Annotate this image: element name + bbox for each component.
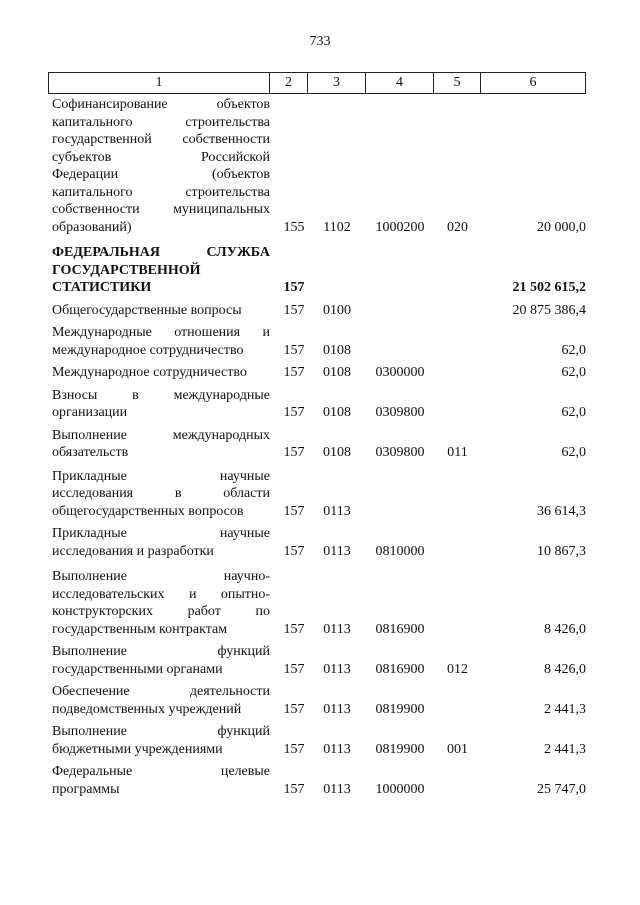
table-row (48, 302, 586, 320)
row-description (48, 364, 270, 382)
column-header-3: 3 (308, 73, 366, 94)
row-description (48, 683, 270, 718)
section-code: 0113 (323, 781, 351, 797)
section-code: 0108 (323, 342, 351, 358)
description-line: Выполнение функций (52, 724, 270, 739)
department-code: 157 (283, 503, 305, 519)
department-code: 157 (283, 741, 305, 757)
row-description (48, 302, 270, 320)
amount: 62,0 (561, 405, 586, 420)
expense-type-code: 011 (447, 445, 468, 460)
amount: 2 441,3 (544, 701, 586, 717)
table-row (48, 723, 586, 758)
target-article-code: 1000200 (375, 219, 425, 235)
table-row (48, 683, 586, 718)
amount: 20 875 386,4 (512, 302, 586, 318)
description-line: Федерации (объектов (52, 167, 270, 182)
table-row (48, 568, 586, 638)
description-line: Взносы в международные (52, 387, 270, 403)
description-line: Выполнение научно- (52, 569, 270, 584)
amount: 8 426,0 (544, 621, 586, 637)
amount: 62,0 (561, 365, 586, 380)
section-code: 0113 (323, 661, 351, 677)
row-description (48, 468, 270, 521)
description-line: общегосударственных вопросов (52, 503, 244, 519)
department-code: 157 (283, 445, 305, 460)
table-row (48, 324, 586, 359)
amount: 36 614,3 (537, 503, 586, 519)
description-line: исследовательских и опытно- (52, 586, 270, 602)
description-line: СТАТИСТИКИ (52, 280, 152, 295)
table-row (48, 244, 586, 297)
row-description (48, 324, 270, 359)
column-header-6: 6 (481, 73, 586, 94)
column-header-2: 2 (270, 73, 308, 94)
department-code: 155 (283, 219, 305, 235)
section-code: 0113 (323, 621, 351, 637)
amount: 62,0 (561, 342, 586, 358)
table-row (48, 427, 586, 462)
table-row (48, 387, 586, 422)
description-line: Выполнение международных (52, 427, 270, 443)
department-code: 157 (283, 701, 305, 717)
description-line: исследования в области (52, 486, 270, 501)
target-article-code: 0309800 (375, 445, 425, 460)
description-line: бюджетными учреждениями (52, 741, 223, 757)
row-description (48, 244, 270, 297)
description-line: исследования и разработки (52, 543, 214, 559)
description-line: Общегосударственные вопросы (52, 302, 242, 318)
description-line: государственными органами (52, 661, 223, 677)
row-description (48, 643, 270, 678)
department-code: 157 (283, 342, 305, 358)
description-line: собственности муниципальных (52, 202, 270, 217)
row-description (48, 96, 270, 236)
description-line: капитального строительства (52, 184, 270, 200)
description-line: обязательств (52, 445, 129, 460)
section-code: 0100 (323, 302, 351, 318)
description-line: образований) (52, 219, 132, 235)
description-line: государственной собственности (52, 132, 270, 147)
amount: 2 441,3 (544, 741, 586, 757)
target-article-code: 0300000 (375, 365, 425, 380)
section-code: 0108 (323, 365, 351, 380)
department-code: 157 (283, 621, 305, 637)
row-description (48, 723, 270, 758)
description-line: Софинансирование объектов (52, 97, 270, 112)
department-code: 157 (283, 405, 305, 420)
row-description (48, 568, 270, 638)
column-header-4: 4 (366, 73, 434, 94)
table-row (48, 364, 586, 382)
column-header-5: 5 (434, 73, 481, 94)
target-article-code: 0309800 (375, 405, 425, 420)
amount: 21 502 615,2 (512, 280, 586, 295)
expense-type-code: 001 (447, 741, 468, 757)
expense-type-code: 012 (447, 661, 468, 677)
description-line: конструкторских работ по (52, 604, 270, 619)
table-row (48, 763, 586, 798)
description-line: ГОСУДАРСТВЕННОЙ (52, 262, 201, 278)
target-article-code: 0819900 (375, 701, 425, 717)
description-line: Международные отношения и (52, 325, 270, 340)
row-description (48, 525, 270, 560)
row-description (48, 387, 270, 422)
table-row (48, 643, 586, 678)
description-line: Прикладные научные (52, 526, 270, 541)
department-code: 157 (283, 365, 305, 380)
section-code: 0113 (323, 741, 351, 757)
column-header-1: 1 (49, 73, 270, 94)
amount: 8 426,0 (544, 661, 586, 677)
page-number: 733 (309, 34, 331, 49)
department-code: 157 (283, 280, 305, 295)
table-row (48, 468, 586, 521)
target-article-code: 0819900 (375, 741, 425, 757)
description-line: подведомственных учреждений (52, 701, 242, 717)
department-code: 157 (283, 543, 305, 559)
department-code: 157 (283, 302, 305, 318)
department-code: 157 (283, 781, 305, 797)
column-header-row (48, 72, 586, 94)
budget-table-body (48, 96, 586, 803)
description-line: капитального строительства (52, 114, 270, 130)
section-code: 0108 (323, 445, 351, 460)
section-code: 1102 (323, 219, 351, 235)
description-line: международное сотрудничество (52, 342, 244, 358)
row-description (48, 427, 270, 462)
target-article-code: 0810000 (375, 543, 425, 559)
row-description (48, 763, 270, 798)
description-line: Выполнение функций (52, 644, 270, 659)
description-line: Федеральные целевые (52, 764, 270, 779)
amount: 62,0 (561, 445, 586, 460)
section-code: 0108 (323, 405, 351, 420)
description-line: ФЕДЕРАЛЬНАЯ СЛУЖБА (52, 245, 270, 260)
target-article-code: 0816900 (375, 661, 425, 677)
amount: 25 747,0 (537, 781, 586, 797)
target-article-code: 1000000 (375, 781, 425, 797)
expense-type-code: 020 (447, 219, 468, 235)
table-row (48, 96, 586, 236)
section-code: 0113 (323, 701, 351, 717)
table-row (48, 525, 586, 560)
target-article-code: 0816900 (375, 621, 425, 637)
description-line: организации (52, 405, 128, 420)
description-line: программы (52, 781, 120, 797)
department-code: 157 (283, 661, 305, 677)
description-line: субъектов Российской (52, 149, 270, 165)
section-code: 0113 (323, 503, 351, 519)
description-line: Обеспечение деятельности (52, 684, 270, 699)
section-code: 0113 (323, 543, 351, 559)
amount: 10 867,3 (537, 543, 586, 559)
description-line: государственным контрактам (52, 621, 228, 637)
description-line: Прикладные научные (52, 468, 270, 484)
amount: 20 000,0 (537, 219, 586, 235)
description-line: Международное сотрудничество (52, 365, 247, 380)
